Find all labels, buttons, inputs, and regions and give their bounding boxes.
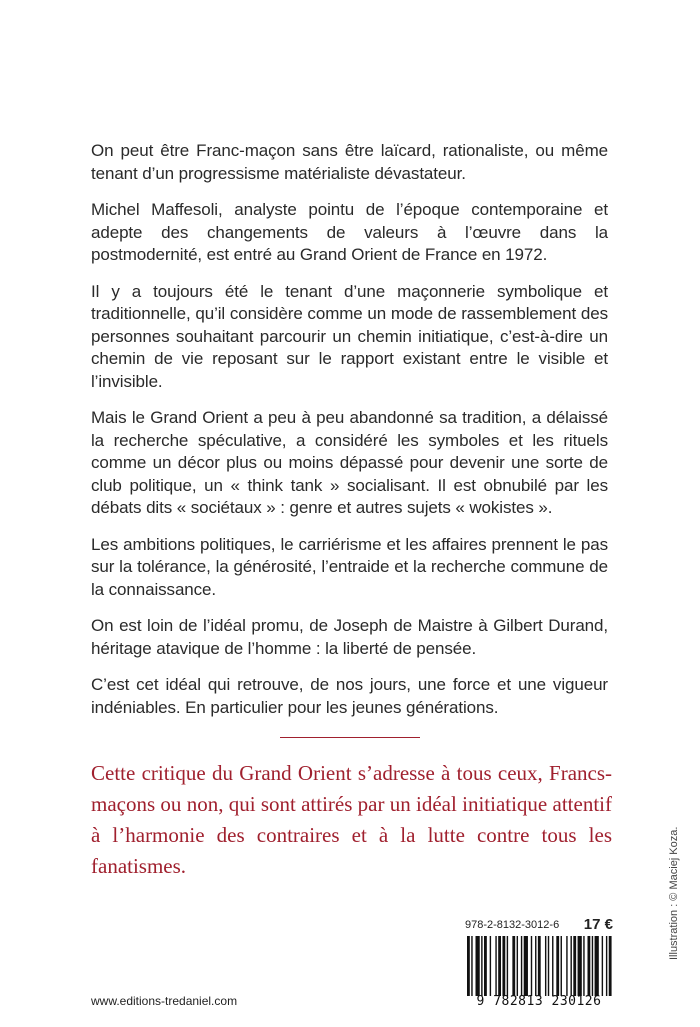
publisher-website: www.editions-tredaniel.com xyxy=(91,994,238,1008)
barcode-bar xyxy=(583,936,584,996)
barcode-bar xyxy=(561,936,562,996)
paragraph-1: On peut être Franc-maçon sans être laïcard, rationaliste, ou même tenant d’un progressisme matérialiste dévastateur. xyxy=(91,141,608,183)
barcode-bar xyxy=(507,936,508,996)
barcode-bar xyxy=(573,936,576,996)
barcode-bar xyxy=(538,936,541,996)
barcode-bar xyxy=(471,936,472,996)
barcode-digits: 9 782813 230126 xyxy=(476,994,602,1009)
paragraph-7: C’est cet idéal qui retrouve, de nos jours, une force et une vigueur indéniables. En particulier pour les jeunes générations. xyxy=(91,675,608,717)
barcode-bar xyxy=(502,936,505,996)
barcode-bar xyxy=(592,936,593,996)
paragraph-3: Il y a toujours été le tenant d’une maçonnerie symbolique et traditionnelle, qu’il considère comme un mode de rassemblement des personnes souhaitant parcourir un chemin initiatique, c’est-à-dire un chemin de vie reposant sur le rapport existant entre le visible et l’invisible. xyxy=(91,281,608,391)
barcode-bar xyxy=(498,936,501,996)
barcode-bar xyxy=(587,936,590,996)
barcode-icon xyxy=(467,936,613,996)
paragraph-6: On est loin de l’idéal promu, de Joseph de Maistre à Gilbert Durand, héritage atavique de l’homme : la liberté de pensée. xyxy=(91,616,608,658)
pull-quote: Cette critique du Grand Orient s’adresse à tous ceux, Francs-maçons ou non, qui sont attirés par un idéal initiatique attentif à l’harmonie des contraires et à la lutte contre tous les fanatismes. xyxy=(91,761,612,878)
paragraph-5: Les ambitions politiques, le carriérisme et les affaires prennent le pas sur la tolérance, la générosité, l’entraide et la recherche commune de la connaissance. xyxy=(91,534,608,599)
barcode-bar xyxy=(490,936,491,996)
barcode-bar xyxy=(476,936,480,996)
barcode-bar xyxy=(578,936,582,996)
barcode-bar xyxy=(556,936,559,996)
barcode-bar xyxy=(545,936,546,996)
barcode-bar xyxy=(467,936,470,996)
barcode-bar xyxy=(566,936,567,996)
barcode-bar xyxy=(535,936,536,996)
barcode-bar xyxy=(531,936,532,996)
barcode-bar xyxy=(512,936,515,996)
isbn-block xyxy=(465,916,613,1009)
barcode-bar xyxy=(595,936,599,996)
isbn-number: 978-2-8132-3012-6 xyxy=(465,919,560,931)
paragraph-4: Mais le Grand Orient a peu à peu abandonné sa tradition, a délaissé la recherche spéculative, a considéré les symboles et les rituels comme un décor plus ou moins dépassé pour devenir une sorte de club politique, un « think tank » socialisant. Il est obnubilé par les débats dits « sociétaux » : genre et autres sujets « wokistes ». xyxy=(91,408,608,517)
barcode-bar xyxy=(524,936,528,996)
barcode-bar xyxy=(602,936,603,996)
barcode-bar xyxy=(548,936,549,996)
barcode-bar xyxy=(609,936,612,996)
paragraph-2: Michel Maffesoli, analyste pointu de l’époque contemporaine et adepte des changements de valeurs à l’œuvre dans la postmodernité, est entré au Grand Orient de France en 1972. xyxy=(91,200,608,264)
barcode-bar xyxy=(521,936,522,996)
back-cover-body-text xyxy=(91,140,608,733)
barcode-bar xyxy=(481,936,482,996)
barcode-bar xyxy=(495,936,496,996)
barcode-bar xyxy=(606,936,607,996)
barcode-bar xyxy=(517,936,518,996)
barcode-bar xyxy=(484,936,487,996)
price: 17 € xyxy=(583,916,613,933)
barcode-bar xyxy=(570,936,571,996)
barcode-bar xyxy=(552,936,553,996)
divider-rule xyxy=(280,737,420,738)
illustration-credit: Illustration : © Maciej Koza. xyxy=(668,826,680,960)
